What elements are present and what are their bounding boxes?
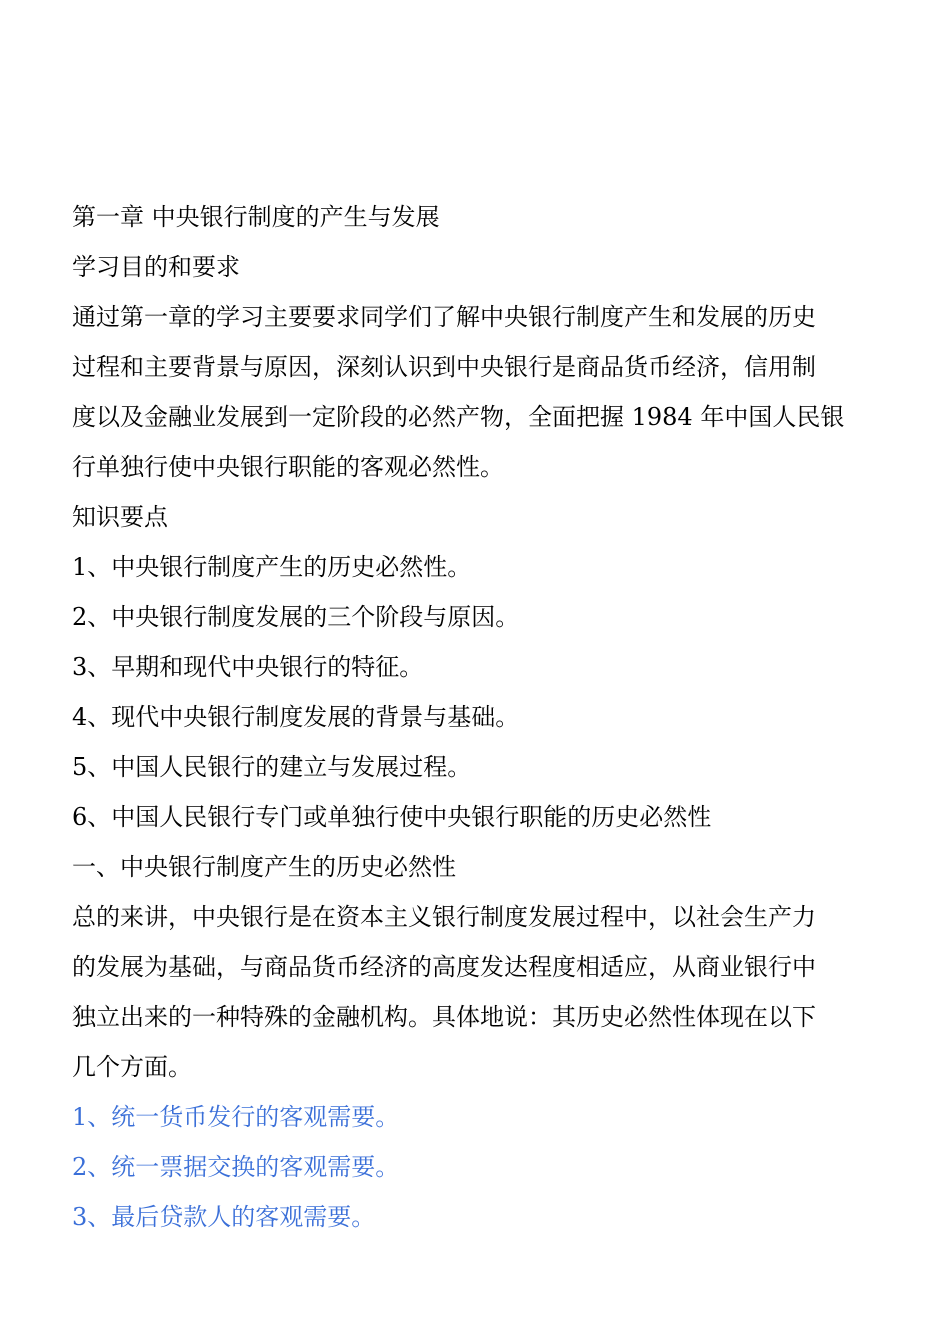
section-line: 的发展为基础，与商品货币经济的高度发达程度相适应，从商业银行中 <box>72 953 816 981</box>
knowledge-point: 3、早期和现代中央银行的特征。 <box>72 653 424 681</box>
section-heading: 一、中央银行制度产生的历史必然性 <box>72 853 456 881</box>
knowledge-point: 6、中国人民银行专门或单独行使中央银行职能的历史必然性 <box>72 803 712 831</box>
chapter-title: 第一章 中央银行制度的产生与发展 <box>72 203 440 231</box>
knowledge-point: 4、现代中央银行制度发展的背景与基础。 <box>72 703 520 731</box>
knowledge-point: 1、中央银行制度产生的历史必然性。 <box>72 553 472 581</box>
objectives-line: 过程和主要背景与原因，深刻认识到中央银行是商品货币经济，信用制 <box>72 353 816 381</box>
aspect-link[interactable]: 1、统一货币发行的客观需要。 <box>72 1103 400 1131</box>
section-line: 总的来讲，中央银行是在资本主义银行制度发展过程中，以社会生产力 <box>72 903 816 931</box>
knowledge-heading: 知识要点 <box>72 503 168 531</box>
knowledge-point: 2、中央银行制度发展的三个阶段与原因。 <box>72 603 520 631</box>
aspect-link[interactable]: 3、最后贷款人的客观需要。 <box>72 1203 376 1231</box>
knowledge-point: 5、中国人民银行的建立与发展过程。 <box>72 753 472 781</box>
objectives-line: 通过第一章的学习主要要求同学们了解中央银行制度产生和发展的历史 <box>72 303 816 331</box>
section-line: 独立出来的一种特殊的金融机构。具体地说：其历史必然性体现在以下 <box>72 1003 816 1031</box>
objectives-heading: 学习目的和要求 <box>72 253 240 281</box>
objectives-line: 度以及金融业发展到一定阶段的必然产物，全面把握 1984 年中国人民银 <box>72 403 845 431</box>
document-body <box>72 192 872 1242</box>
aspect-link[interactable]: 2、统一票据交换的客观需要。 <box>72 1153 400 1181</box>
objectives-line: 行单独行使中央银行职能的客观必然性。 <box>72 453 504 481</box>
section-line: 几个方面。 <box>72 1053 192 1081</box>
